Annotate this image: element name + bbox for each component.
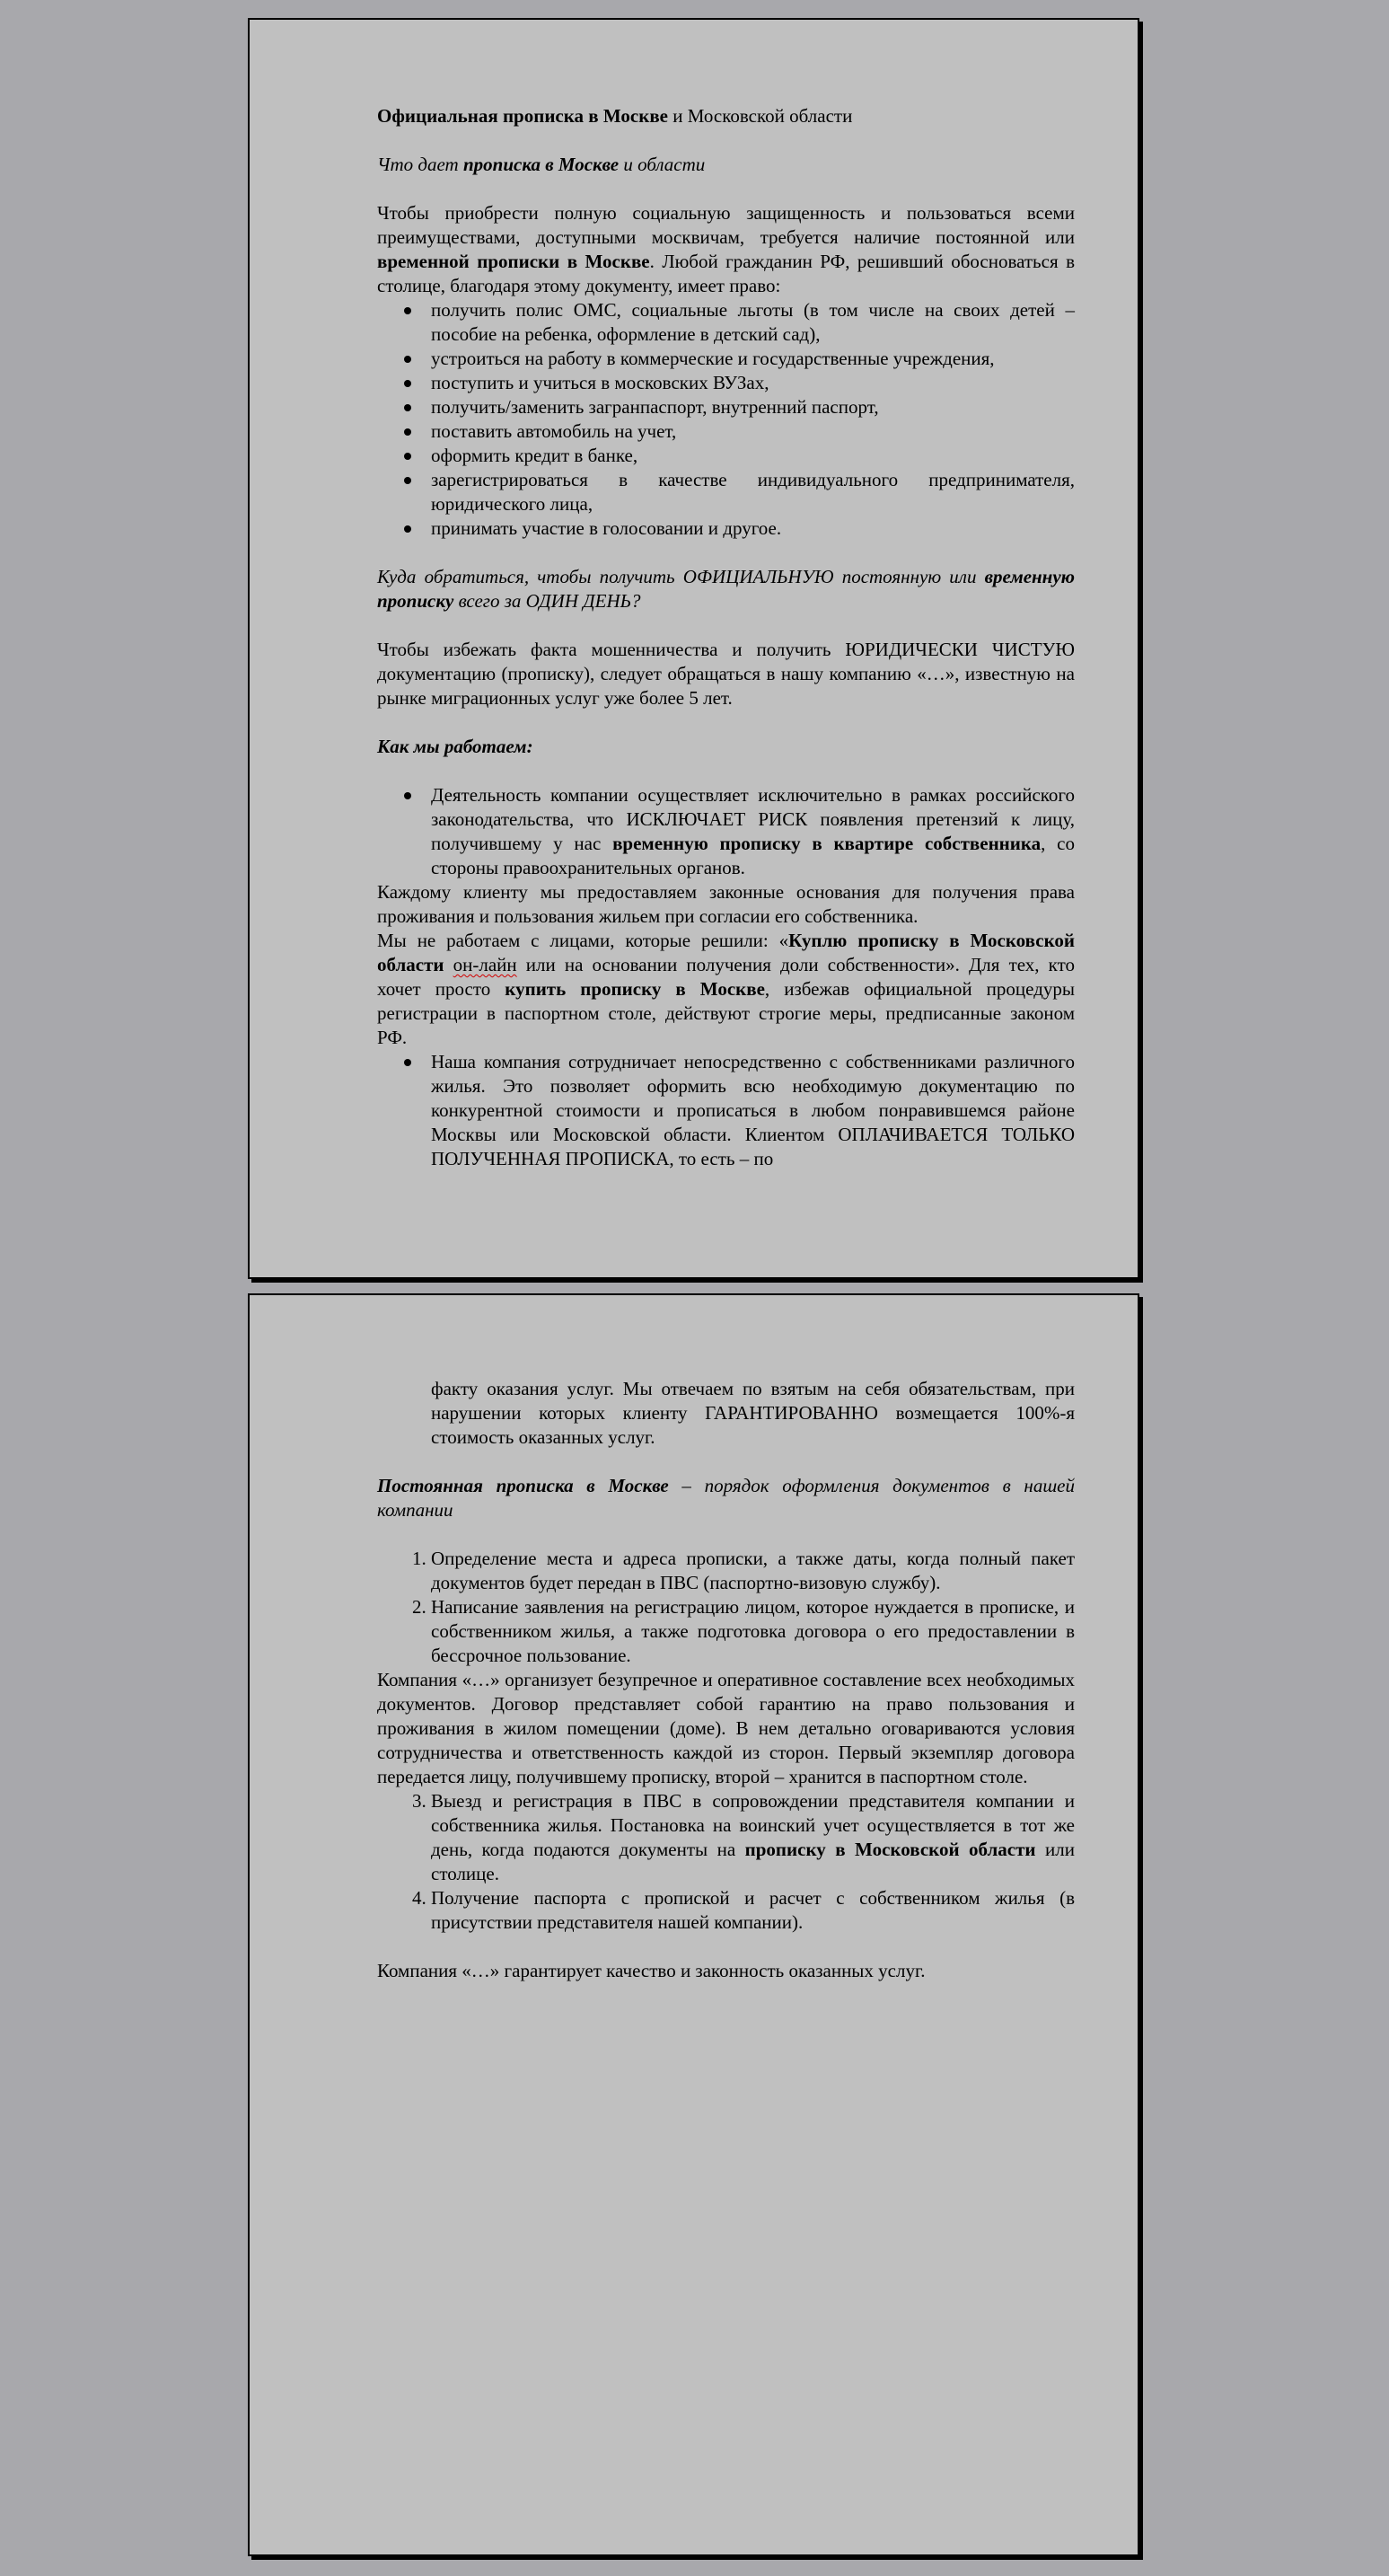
permanent-heading: Постоянная прописка в Москве – порядок оформления документов в нашей компании [377,1475,1075,1521]
continuation-paragraph: факту оказания услуг. Мы отвечаем по взятым на себя обязательствам, при нарушении которых клиенту ГАРАНТИРОВАННО возмещается 100%-я стоимость оказанных услуг. [431,1378,1075,1448]
list-item: поставить автомобиль на учет, [431,419,1075,444]
page-1-content [377,104,1075,1171]
doc-subtitle: Что дает прописка в Москве и области [377,154,706,175]
list-item: 4. Получение паспорта с пропиской и расчет с собственником жилья (в присутствии представителя нашей компании). [431,1886,1075,1935]
list-item: 3. Выезд и регистрация в ПВС в сопровождении представителя компании и собственника жилья. Постановка на воинский учет осуществляется в тот же день, когда подаются документы на прописку в Московской области или столице. [431,1789,1075,1886]
document-page-2 [248,1293,1139,2556]
avoid-paragraph: Чтобы избежать факта мошенничества и получить ЮРИДИЧЕСКИ ЧИСТУЮ документацию (прописку), следует обращаться в нашу компанию «…», известную на рынке миграционных услуг уже более 5 лет. [377,639,1075,709]
list-item: 2. Написание заявления на регистрацию лицом, которое нуждается в прописке, и собственником жилья, а также подготовка договора о его предоставлении в бессрочное пользование. [431,1595,1075,1668]
steps-list-a [377,1547,1075,1668]
spellcheck-word: он-лайн [453,954,517,975]
intro-paragraph: Чтобы приобрести полную социальную защищенность и пользоваться всеми преимуществами, доступными москвичам, требуется наличие постоянной или временной прописки в Москве. Любой гражданин РФ, решивший обосноваться в столице, благодаря этому документу, имеет право: [377,202,1075,296]
steps-list-b [377,1789,1075,1935]
list-item: зарегистрироваться в качестве индивидуального предпринимателя, юридического лица, [431,469,1075,515]
rights-list [377,298,1075,541]
list-item: Наша компания сотрудничает непосредственно с собственниками различного жилья. Это позволяет оформить всю необходимую документацию по конкурентной стоимости и прописаться в любом понравившемся районе Москвы или Московской области. Клиентом ОПЛАЧИВАЕТСЯ ТОЛЬКО ПОЛУЧЕННАЯ ПРОПИСКА, то есть – по [431,1051,1075,1169]
how-list-2 [377,1050,1075,1171]
list-item: принимать участие в голосовании и другое. [431,516,1075,541]
list-item: получить полис ОМС, социальные льготы (в том числе на своих детей – пособие на ребенка, оформление в детский сад), [431,299,1075,345]
list-item: получить/заменить загранпаспорт, внутренний паспорт, [431,395,1075,419]
each-client-paragraph: Каждому клиенту мы предоставляем законные основания для получения права проживания и пользования жильем при согласии его собственника. [377,881,1075,927]
where-question: Куда обратиться, чтобы получить ОФИЦИАЛЬНУЮ постоянную или временную прописку всего за ОДИН ДЕНЬ? [377,566,1075,612]
company-paragraph: Компания «…» организует безупречное и оперативное составление всех необходимых документов. Договор представляет собой гарантию на право пользования и проживания в жилом помещении (доме). В нем детально оговариваются условия сотрудничества и ответственность каждой из сторон. Первый экземпляр договора передается лицу, получившему прописку, второй – хранится в паспортном столе. [377,1669,1075,1787]
document-page-1 [248,18,1139,1279]
page-2-content [377,1377,1075,1983]
list-item: поступить и учиться в московских ВУЗах, [431,371,1075,395]
list-item: оформить кредит в банке, [431,444,1075,468]
guarantee-paragraph: Компания «…» гарантирует качество и законность оказанных услуг. [377,1960,926,1981]
not-work-paragraph: Мы не работаем с лицами, которые решили: «Куплю прописку в Московской области он-лайн или на основании получения доли собственности». Для тех, кто хочет просто купить прописку в Москве, избежав официальной процедуры регистрации в паспортном столе, действуют строгие меры, предписанные законом РФ. [377,930,1075,1048]
list-item: Деятельность компании осуществляет исключительно в рамках российского законодательства, что ИСКЛЮЧАЕТ РИСК появления претензий к лицу, получившему у нас временную прописку в квартире собственника, со стороны правоохранительных органов. [431,784,1075,878]
how-list-1 [377,783,1075,880]
doc-title: Официальная прописка в Москве и Московской области [377,105,853,127]
list-item: 1. Определение места и адреса прописки, а также даты, когда полный пакет документов будет передан в ПВС (паспортно-визовую службу). [431,1547,1075,1595]
how-heading: Как мы работаем: [377,736,533,757]
list-item: устроиться на работу в коммерческие и государственные учреждения, [431,347,1075,371]
